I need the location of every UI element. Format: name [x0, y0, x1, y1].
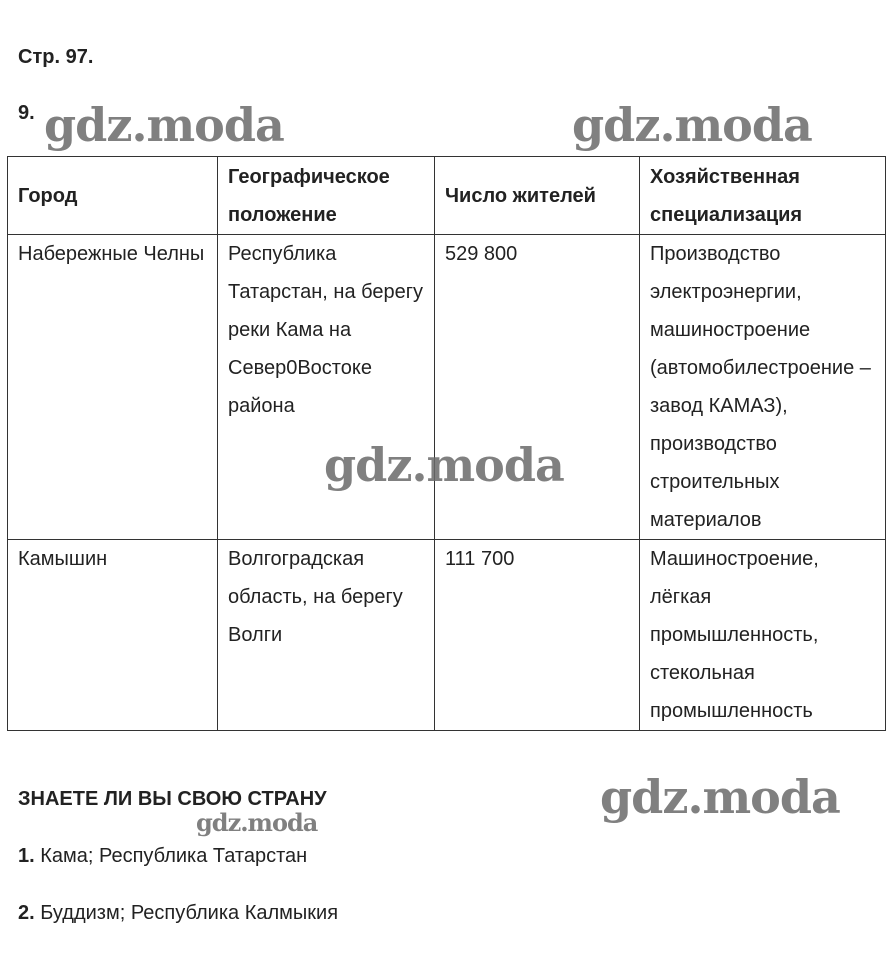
table-row	[8, 235, 886, 540]
watermark-logo: gdz.moda	[44, 98, 284, 152]
answer-item	[18, 845, 307, 868]
header-city: Город	[8, 157, 218, 235]
cell-location: Волгоградская область, на берегу Волги	[218, 540, 435, 731]
watermark-logo: gdz.moda	[572, 98, 812, 152]
cell-location: Республика Татарстан, на берегу реки Кама на Север0Востоке района	[218, 235, 435, 540]
answer-number: 2.	[18, 902, 35, 924]
cell-population: 529 800	[435, 235, 640, 540]
header-location: Географическое положение	[218, 157, 435, 235]
cell-specialization: Производство электроэнергии, машиностроение (автомобилестроение – завод КАМАЗ), производство строительных материалов	[640, 235, 886, 540]
header-population: Число жителей	[435, 157, 640, 235]
page-reference: Стр. 97.	[18, 46, 94, 68]
watermark-logo: gdz.moda	[600, 770, 840, 824]
task-number: 9.	[18, 102, 35, 124]
section-title: ЗНАЕТЕ ЛИ ВЫ СВОЮ СТРАНУ	[18, 788, 327, 810]
answer-item	[18, 902, 338, 925]
header-specialization: Хозяйственная специализация	[640, 157, 886, 235]
answer-text: Буддизм; Республика Калмыкия	[40, 902, 339, 924]
table-header-row	[8, 157, 886, 235]
watermark-logo: gdz.moda	[324, 438, 564, 492]
answer-text: Кама; Республика Татарстан	[40, 845, 308, 867]
cell-city: Камышин	[8, 540, 218, 731]
watermark-logo: gdz.moda	[196, 808, 318, 837]
table-row	[8, 540, 886, 731]
answer-number: 1.	[18, 845, 35, 867]
cell-specialization: Машиностроение, лёгкая промышленность, стекольная промышленность	[640, 540, 886, 731]
cell-population: 111 700	[435, 540, 640, 731]
cell-city: Набережные Челны	[8, 235, 218, 540]
